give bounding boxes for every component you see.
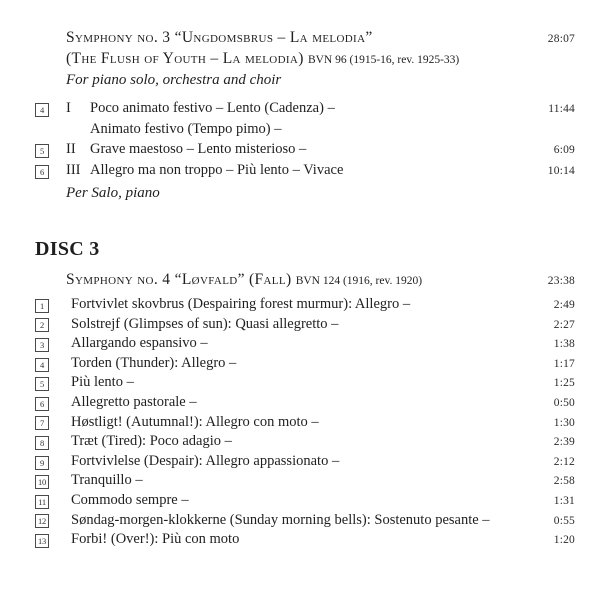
symphony3-header bbox=[66, 28, 575, 49]
track-number: 1 bbox=[40, 300, 44, 311]
track-row bbox=[35, 472, 575, 492]
track-title: Allegro ma non troppo – Più lento – Vivace bbox=[90, 161, 344, 178]
track-number-cell bbox=[35, 165, 49, 179]
track-row bbox=[35, 141, 575, 162]
track-duration: 2:27 bbox=[553, 318, 575, 331]
track-number-cell bbox=[35, 456, 49, 470]
track-row bbox=[35, 394, 575, 414]
track-number-cell bbox=[35, 358, 49, 372]
track-duration: 1:38 bbox=[553, 338, 575, 351]
track-number-box bbox=[35, 103, 49, 117]
track-duration: 1:25 bbox=[553, 377, 575, 390]
track-number-cell bbox=[35, 534, 49, 548]
track-duration: 1:17 bbox=[553, 357, 575, 370]
track-title: Più lento – bbox=[71, 374, 134, 391]
work-title: Symphony no. 4 “Løvfald” (Fall) BVN 124 (1916, rev. 1920) bbox=[66, 271, 423, 288]
track-duration: 1:30 bbox=[553, 416, 575, 429]
track-number-cell bbox=[35, 299, 49, 313]
symphony3-section bbox=[66, 28, 575, 90]
track-number-cell bbox=[35, 495, 49, 509]
work-title: Symphony no. 3 “Ungdomsbrus – La melodia” bbox=[66, 29, 373, 46]
symphony4-track-list bbox=[35, 296, 575, 551]
track-title: Fortvivlet skovbrus (Despairing forest murmur): Allegro – bbox=[71, 296, 411, 312]
track-number-cell bbox=[35, 475, 49, 489]
track-row bbox=[35, 100, 575, 121]
track-row bbox=[35, 162, 575, 183]
movement-numeral: III bbox=[66, 161, 81, 178]
track-row bbox=[35, 355, 575, 375]
track-title: Grave maestoso – Lento misterioso – bbox=[90, 141, 307, 157]
track-number-box bbox=[35, 514, 49, 528]
track-title: Solstrejf (Glimpses of sun): Quasi allegretto – bbox=[71, 315, 339, 332]
track-duration: 6:09 bbox=[553, 144, 575, 156]
track-number-cell bbox=[35, 397, 49, 411]
track-number: 6 bbox=[40, 166, 44, 177]
track-number: 5 bbox=[40, 379, 44, 390]
track-number: 10 bbox=[38, 477, 46, 488]
track-number: 9 bbox=[40, 457, 44, 468]
track-duration: 2:49 bbox=[553, 299, 575, 311]
track-number-box bbox=[35, 416, 49, 430]
track-number-box bbox=[35, 534, 49, 548]
track-number: 4 bbox=[40, 105, 44, 116]
track-number: 7 bbox=[40, 418, 44, 429]
track-title: Forbi! (Over!): Più con moto bbox=[71, 531, 240, 548]
track-title: Allargando espansivo – bbox=[71, 335, 208, 352]
track-number-cell bbox=[35, 377, 49, 391]
disc-heading: DISC 3 bbox=[35, 238, 100, 260]
track-number-box bbox=[35, 397, 49, 411]
track-row bbox=[35, 433, 575, 453]
track-number: 3 bbox=[40, 339, 44, 350]
track-number-box bbox=[35, 358, 49, 372]
symphony3-subtitle-line bbox=[66, 49, 575, 70]
track-number-box bbox=[35, 475, 49, 489]
symphony3-movement-list bbox=[35, 100, 575, 182]
track-duration: 11:44 bbox=[548, 103, 575, 115]
track-number-cell bbox=[35, 144, 49, 158]
track-number-cell bbox=[35, 338, 49, 352]
symphony4-header bbox=[66, 270, 575, 291]
track-title: Fortvivlelse (Despair): Allegro appassionato – bbox=[71, 452, 340, 469]
track-duration: 1:31 bbox=[553, 494, 575, 507]
work-forces: For piano solo, orchestra and choir bbox=[66, 72, 282, 88]
track-number: 12 bbox=[38, 516, 46, 527]
catalog-number: BVN 124 (1916, rev. 1920) bbox=[295, 275, 423, 287]
catalog-number: BVN 96 (1915-16, rev. 1925-33) bbox=[307, 54, 460, 66]
track-number-box bbox=[35, 338, 49, 352]
track-duration: 10:14 bbox=[547, 164, 575, 177]
track-title: Søndag-morgen-klokkerne (Sunday morning bells): Sostenuto pesante – bbox=[71, 511, 490, 528]
track-title: Commodo sempre – bbox=[71, 491, 189, 508]
work-duration: 28:07 bbox=[547, 33, 575, 45]
track-number-cell bbox=[35, 416, 49, 430]
track-duration: 0:55 bbox=[553, 514, 575, 527]
track-title: Torden (Thunder): Allegro – bbox=[71, 354, 237, 371]
track-number-box bbox=[35, 377, 49, 391]
track-row bbox=[35, 316, 575, 336]
track-row bbox=[35, 414, 575, 434]
track-number-box bbox=[35, 165, 49, 179]
track-title: Poco animato festivo – Lento (Cadenza) – bbox=[90, 100, 335, 116]
track-number: 5 bbox=[40, 146, 44, 157]
work-subtitle: (The Flush of Youth – La melodia) BVN 96 (1915-16, rev. 1925-33) bbox=[66, 50, 460, 67]
track-duration: 0:50 bbox=[553, 396, 575, 409]
track-duration: 2:39 bbox=[553, 436, 575, 449]
track-title: Træt (Tired): Poco adagio – bbox=[71, 433, 232, 450]
track-row bbox=[35, 121, 575, 142]
track-number-box bbox=[35, 318, 49, 332]
track-row bbox=[35, 492, 575, 512]
track-row bbox=[35, 296, 575, 316]
track-number: 4 bbox=[40, 359, 44, 370]
movement-numeral: I bbox=[66, 100, 71, 116]
track-row bbox=[35, 374, 575, 394]
track-number-cell bbox=[35, 436, 49, 450]
performer-credit: Per Salo, piano bbox=[66, 185, 160, 201]
track-row bbox=[35, 512, 575, 532]
track-number-cell bbox=[35, 514, 49, 528]
track-number-box bbox=[35, 436, 49, 450]
track-number-box bbox=[35, 495, 49, 509]
track-title: Tranquillo – bbox=[71, 472, 143, 489]
track-duration: 1:20 bbox=[553, 534, 575, 547]
track-number-cell bbox=[35, 318, 49, 332]
track-row bbox=[35, 335, 575, 355]
track-duration: 2:12 bbox=[553, 455, 575, 468]
track-number: 6 bbox=[40, 398, 44, 409]
track-number: 11 bbox=[38, 496, 46, 507]
track-number-box bbox=[35, 299, 49, 313]
track-number: 8 bbox=[40, 437, 44, 448]
track-number-box bbox=[35, 456, 49, 470]
track-number: 2 bbox=[40, 320, 44, 331]
track-row bbox=[35, 531, 575, 551]
track-title: Allegretto pastorale – bbox=[71, 393, 197, 410]
track-number-box bbox=[35, 144, 49, 158]
track-number: 13 bbox=[38, 535, 46, 546]
track-number-cell bbox=[35, 103, 49, 117]
symphony4-section bbox=[66, 270, 575, 291]
track-title: Animato festivo (Tempo pimo) – bbox=[90, 120, 282, 137]
track-duration: 2:58 bbox=[553, 475, 575, 488]
movement-numeral: II bbox=[66, 141, 76, 157]
track-row bbox=[35, 453, 575, 473]
track-title: Høstligt! (Autumnal!): Allegro con moto – bbox=[71, 413, 319, 430]
work-duration: 23:38 bbox=[547, 275, 575, 287]
